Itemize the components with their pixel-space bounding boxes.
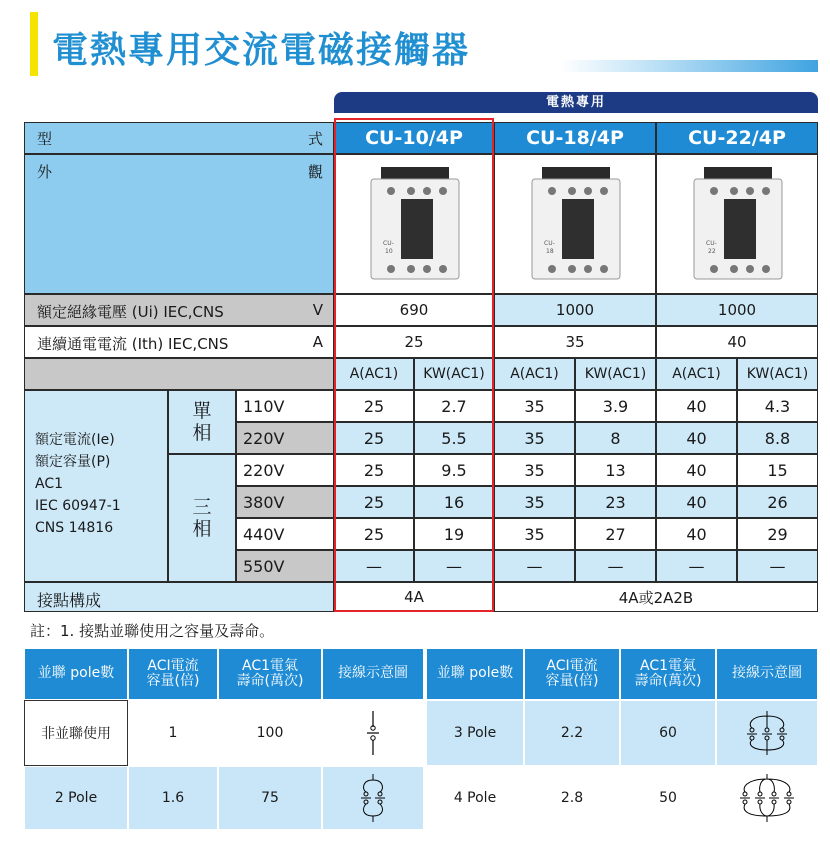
right-row2-life: 50 — [620, 766, 716, 830]
right-row1-capacity: 2.2 — [524, 700, 620, 766]
voltage-label-4: 440V — [236, 518, 334, 550]
rating-label-line-1: 額定電流(Ie) — [35, 432, 115, 448]
right-head-diagram: 接線示意圖 — [716, 648, 818, 700]
rating-cell-r5-c4: — — [656, 550, 737, 582]
wiring-4pole-icon — [736, 774, 798, 822]
voltage-label-0: 110V — [236, 390, 334, 422]
plate-text-3b: 22 — [708, 248, 716, 255]
left-row1-pole: 非並聯使用 — [24, 700, 128, 766]
rating-cell-r1-c1: 5.5 — [414, 422, 494, 454]
subheader-kw-3: KW(AC1) — [737, 358, 818, 390]
rating-cell-r2-c3: 13 — [575, 454, 656, 486]
rating-cell-r4-c0: 25 — [334, 518, 414, 550]
insulation-label-cell — [24, 294, 334, 326]
model-image-cell-1 — [334, 154, 494, 294]
rating-cell-r3-c2: 35 — [494, 486, 575, 518]
contactor-image-3 — [686, 165, 790, 283]
type-label-right: 式 — [307, 130, 323, 148]
rating-cell-r0-c5: 4.3 — [737, 390, 818, 422]
contactor-image-1 — [363, 165, 467, 283]
footnote: 註：1. 接點並聯使用之容量及壽命。 — [30, 622, 275, 640]
right-row2-diagram — [716, 766, 818, 830]
rating-cell-r1-c5: 8.8 — [737, 422, 818, 454]
right-row2-capacity: 2.8 — [524, 766, 620, 830]
type-label-cell — [24, 122, 334, 154]
rating-cell-r5-c5: — — [737, 550, 818, 582]
voltage-label-3: 380V — [236, 486, 334, 518]
rating-cell-r0-c2: 35 — [494, 390, 575, 422]
rating-label-line-3: AC1 — [35, 476, 64, 492]
model-image-cell-2 — [494, 154, 656, 294]
model-header-2: CU-18/4P — [494, 122, 656, 154]
rating-label-line-5: CNS 14816 — [35, 520, 114, 536]
rating-cell-r3-c4: 40 — [656, 486, 737, 518]
spec-table — [24, 122, 818, 612]
voltage-label-5: 550V — [236, 550, 334, 582]
subheader-blank-cell — [24, 358, 334, 390]
phase-three-label: 三 相 — [168, 454, 236, 582]
left-head-life: AC1電氣 壽命(萬次) — [218, 648, 322, 700]
current-unit: A — [312, 333, 323, 351]
subheader-a-3: A(AC1) — [656, 358, 737, 390]
left-row2-capacity: 1.6 — [128, 766, 218, 830]
rating-cell-r4-c1: 19 — [414, 518, 494, 550]
rating-label-text — [35, 429, 121, 539]
plate-text-1a: CU- — [383, 240, 394, 247]
rating-cell-r2-c5: 15 — [737, 454, 818, 486]
rating-cell-r2-c4: 40 — [656, 454, 737, 486]
subheader-a-2: A(AC1) — [494, 358, 575, 390]
insulation-value-3: 1000 — [656, 294, 818, 326]
left-head-capacity: ACI電流 容量(倍) — [128, 648, 218, 700]
rating-cell-r5-c2: — — [494, 550, 575, 582]
current-value-3: 40 — [656, 326, 818, 358]
left-row1-capacity: 1 — [128, 700, 218, 766]
model-header-3: CU-22/4P — [656, 122, 818, 154]
model-image-cell-3 — [656, 154, 818, 294]
rating-cell-r3-c0: 25 — [334, 486, 414, 518]
category-badge: 電熱專用 — [334, 92, 818, 113]
title-gradient-line — [560, 60, 818, 72]
left-row1-diagram — [322, 700, 424, 766]
rating-cell-r0-c1: 2.7 — [414, 390, 494, 422]
voltage-label-1: 220V — [236, 422, 334, 454]
rating-label-line-2: 額定容量(P) — [35, 454, 111, 470]
wiring-3pole-icon — [742, 711, 792, 755]
model-header-1: CU-10/4P — [334, 122, 494, 154]
appearance-label-left: 外 — [37, 163, 53, 181]
rating-cell-r2-c1: 9.5 — [414, 454, 494, 486]
plate-text-2b: 18 — [546, 248, 554, 255]
right-row1-diagram — [716, 700, 818, 766]
parallel-table-left — [24, 648, 424, 830]
right-row2-pole: 4 Pole — [426, 766, 524, 830]
contacts-value-1: 4A — [334, 582, 494, 612]
insulation-label: 額定絕緣電壓 (Ui) IEC,CNS — [37, 303, 224, 321]
current-value-1: 25 — [334, 326, 494, 358]
current-label: 連續通電電流 (Ith) IEC,CNS — [37, 335, 229, 353]
rating-cell-r2-c0: 25 — [334, 454, 414, 486]
parallel-table-right — [426, 648, 818, 830]
rating-cell-r4-c5: 29 — [737, 518, 818, 550]
phase-single-label: 單 相 — [168, 390, 236, 454]
rating-cell-r3-c1: 16 — [414, 486, 494, 518]
right-head-pole: 並聯 pole數 — [426, 648, 524, 700]
rating-cell-r0-c0: 25 — [334, 390, 414, 422]
subheader-kw-2: KW(AC1) — [575, 358, 656, 390]
left-head-diagram: 接線示意圖 — [322, 648, 424, 700]
subheader-kw-1: KW(AC1) — [414, 358, 494, 390]
rating-cell-r4-c2: 35 — [494, 518, 575, 550]
rating-cell-r5-c3: — — [575, 550, 656, 582]
rating-cell-r5-c0: — — [334, 550, 414, 582]
title-accent-bar — [30, 12, 38, 76]
type-label-left: 型 — [37, 130, 53, 148]
rating-cell-r1-c4: 40 — [656, 422, 737, 454]
rating-cell-r1-c3: 8 — [575, 422, 656, 454]
rating-cell-r1-c0: 25 — [334, 422, 414, 454]
contactor-image-2 — [524, 165, 628, 283]
rating-cell-r3-c5: 26 — [737, 486, 818, 518]
rating-cell-r5-c1: — — [414, 550, 494, 582]
appearance-label-right: 觀 — [307, 163, 323, 181]
plate-text-2a: CU- — [544, 240, 555, 247]
insulation-value-2: 1000 — [494, 294, 656, 326]
rating-cell-r4-c4: 40 — [656, 518, 737, 550]
left-row2-pole: 2 Pole — [24, 766, 128, 830]
current-value-2: 35 — [494, 326, 656, 358]
wiring-single-icon — [363, 711, 383, 755]
page-title: 電熱專用交流電磁接觸器 — [52, 30, 471, 71]
rating-cell-r1-c2: 35 — [494, 422, 575, 454]
left-head-pole: 並聯 pole數 — [24, 648, 128, 700]
rating-cell-r3-c3: 23 — [575, 486, 656, 518]
subheader-a-1: A(AC1) — [334, 358, 414, 390]
contacts-label: 接點構成 — [37, 591, 102, 610]
right-head-capacity: ACI電流 容量(倍) — [524, 648, 620, 700]
plate-text-3a: CU- — [706, 240, 717, 247]
contacts-value-2: 4A或2A2B — [494, 582, 818, 612]
rating-label-line-4: IEC 60947-1 — [35, 498, 121, 514]
wiring-2pole-icon — [356, 774, 390, 822]
left-row2-diagram — [322, 766, 424, 830]
right-head-life: AC1電氣 壽命(萬次) — [620, 648, 716, 700]
current-label-cell — [24, 326, 334, 358]
rating-label-cell — [24, 390, 168, 582]
rating-cell-r2-c2: 35 — [494, 454, 575, 486]
insulation-value-1: 690 — [334, 294, 494, 326]
insulation-unit: V — [312, 301, 323, 319]
plate-text-1b: 10 — [385, 248, 393, 255]
voltage-label-2: 220V — [236, 454, 334, 486]
right-row1-pole: 3 Pole — [426, 700, 524, 766]
right-row1-life: 60 — [620, 700, 716, 766]
rating-cell-r4-c3: 27 — [575, 518, 656, 550]
rating-cell-r0-c4: 40 — [656, 390, 737, 422]
rating-cell-r0-c3: 3.9 — [575, 390, 656, 422]
left-row1-life: 100 — [218, 700, 322, 766]
left-row2-life: 75 — [218, 766, 322, 830]
appearance-label-cell — [24, 154, 334, 294]
contacts-label-cell — [24, 582, 334, 612]
